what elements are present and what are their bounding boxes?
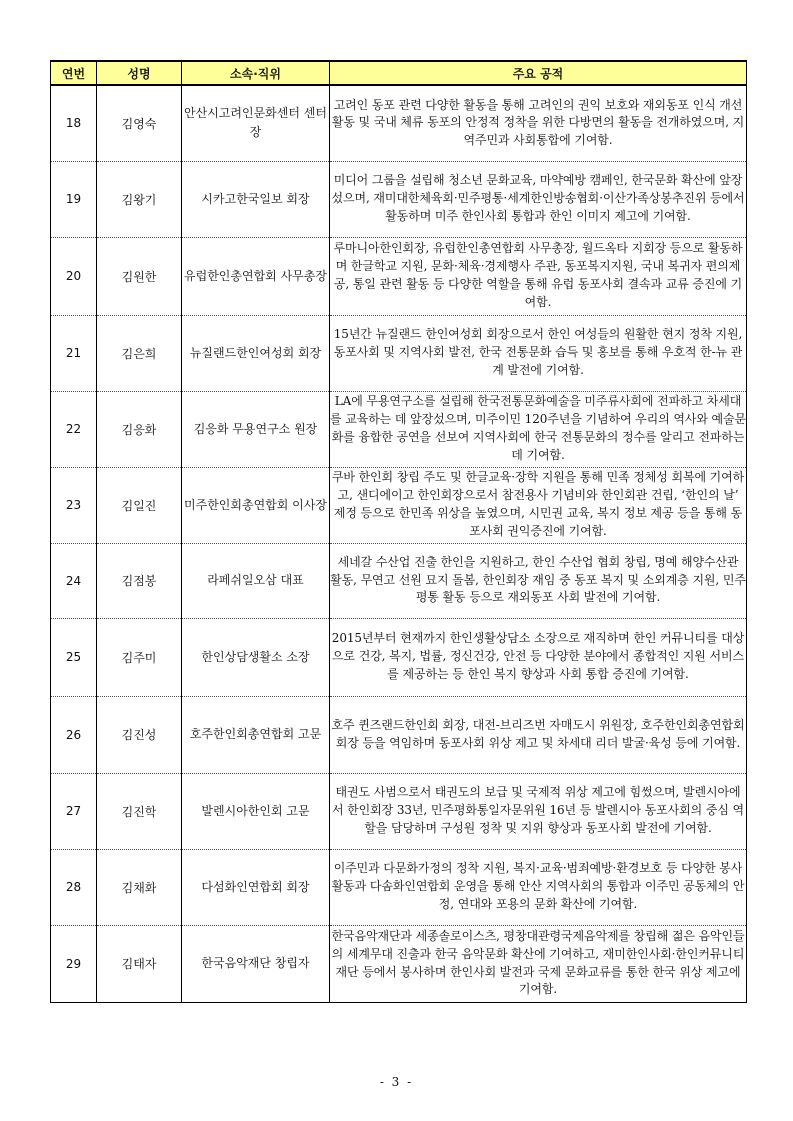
header-name: 성명 [97,61,182,85]
header-num: 연번 [51,61,97,85]
row-num: 29 [51,925,97,1002]
row-achievement: LA에 무용연구소를 설립해 한국전통문화예술을 미주류사회에 전파하고 차세대를 교육하는 데 앞장섰으며, 미주이민 120주년을 기념하여 우리의 역사와 예술문화를 융합한 공연을 선보여 지역사회에 한국 전통문화의 정수를 알리고 전파하는 데 기여함. [330,391,747,467]
row-name: 김채화 [97,849,182,925]
row-affiliation: 호주한인회총연합회 고문 [182,696,330,773]
row-num: 20 [51,237,97,315]
row-num: 22 [51,391,97,467]
row-achievement: 세네갈 수산업 진출 한인을 지원하고, 한인 수산업 협회 창립, 명예 해양수산관 활동, 무연고 선원 묘지 돌봄, 한인회장 재임 중 동포 복지 및 소외계층 지원, 민주 평통 활동 등으로 재외동포 사회 발전에 기여함. [330,543,747,618]
row-achievement: 쿠바 한인회 창립 주도 및 한글교육·장학 지원을 통해 민족 정체성 회복에 기여하고, 샌디에이고 한인회장으로서 참전용사 기념비와 한인회관 건립, ‘한인의 날’ 제정 등으로 한민족 위상을 높였으며, 시민권 교육, 복지 정보 제공 등을 통해 동포사회 권익증진에 기여함. [330,467,747,543]
row-achievement: 호주 퀸즈랜드한인회 회장, 대전-브리즈번 자매도시 위원장, 호주한인회총연합회 회장 등을 역임하며 동포사회 위상 제고 및 차세대 리더 발굴·육성 등에 기여함. [330,696,747,773]
table-row [51,618,747,696]
row-name: 김주미 [97,618,182,696]
header-achievement: 주요 공적 [330,61,747,85]
row-affiliation: 김응화 무용연구소 원장 [182,391,330,467]
row-affiliation: 다섬화인연합회 회장 [182,849,330,925]
row-achievement: 한국음악재단과 세종솔로이스츠, 평창대관령국제음악제를 창립해 젊은 음악인들의 세계무대 진출과 한국 음악문화 확산에 기여하고, 재미한인사회·한인커뮤니티재단 등에서 봉사하며 한인사회 발전과 국제 문화교류를 통한 한국 위상 제고에 기여함. [330,925,747,1002]
row-name: 김점봉 [97,543,182,618]
table-row [51,773,747,849]
table-row [51,237,747,315]
row-num: 23 [51,467,97,543]
row-affiliation: 유럽한인총연합회 사무총장 [182,237,330,315]
row-achievement: 미디어 그룹을 설립해 청소년 문화교육, 마약예방 캠페인, 한국문화 확산에 앞장섰으며, 재미대한체육회·민주평통·세계한인방송협회·이산가족상봉추진위 등에서 활동하며 미주 한인사회 통합과 한인 이미지 제고에 기여함. [330,161,747,237]
row-name: 김왕기 [97,161,182,237]
header-affiliation: 소속·직위 [182,61,330,85]
row-affiliation: 시카고한국일보 회장 [182,161,330,237]
row-achievement: 2015년부터 현재까지 한인생활상담소 소장으로 재직하며 한인 커뮤니티를 대상으로 건강, 복지, 법률, 정신건강, 안전 등 다양한 분야에서 종합적인 지원 서비스를 제공하는 등 한인 복지 향상과 사회 통합 증진에 기여함. [330,618,747,696]
row-num: 25 [51,618,97,696]
row-affiliation: 뉴질랜드한인여성회 회장 [182,315,330,391]
table-row [51,161,747,237]
row-affiliation: 한국음악재단 창립자 [182,925,330,1002]
row-affiliation: 미주한인회총연합회 이사장 [182,467,330,543]
row-name: 김원한 [97,237,182,315]
row-name: 김태자 [97,925,182,1002]
row-affiliation: 한인상담생활소 소장 [182,618,330,696]
row-affiliation: 발렌시아한인회 고문 [182,773,330,849]
row-name: 김응화 [97,391,182,467]
table-row [51,849,747,925]
row-name: 김일진 [97,467,182,543]
table-row [51,543,747,618]
row-num: 21 [51,315,97,391]
awardee-table [50,60,747,1003]
page-number: - 3 - [379,1075,414,1089]
row-name: 김은희 [97,315,182,391]
row-num: 19 [51,161,97,237]
row-num: 26 [51,696,97,773]
row-num: 28 [51,849,97,925]
row-achievement: 고려인 동포 관련 다양한 활동을 통해 고려인의 권익 보호와 재외동포 인식 개선 활동 및 국내 체류 동포의 안정적 정착을 위한 다방면의 활동을 전개하였으며, 지역주민과 사회통합에 기여함. [330,85,747,161]
row-affiliation: 안산시고려인문화센터 센터장 [182,85,330,161]
table-row [51,315,747,391]
table-row [51,925,747,1002]
table-row [51,696,747,773]
row-num: 18 [51,85,97,161]
table-row [51,391,747,467]
row-affiliation: 라페쉬일오삼 대표 [182,543,330,618]
table-header-row [51,61,747,85]
row-achievement: 루마니아한인회장, 유럽한인총연합회 사무총장, 월드옥타 지회장 등으로 활동하며 한글학교 지원, 문화·체육·경제행사 주관, 동포복지지원, 국내 복귀자 편의제공, 통일 관련 활동 등 다양한 역할을 통해 유럽 동포사회 결속과 교류 증진에 기여함. [330,237,747,315]
row-name: 김진성 [97,696,182,773]
row-achievement: 태권도 사범으로서 태권도의 보급 및 국제적 위상 제고에 힘썼으며, 발렌시아에서 한인회장 33년, 민주평화통일자문위원 16년 등 발렌시아 동포사회의 중심 역할을 담당하며 구성원 정착 및 지위 향상과 동포사회 발전에 기여함. [330,773,747,849]
row-name: 김영숙 [97,85,182,161]
row-achievement: 이주민과 다문화가정의 정착 지원, 복지·교육·범죄예방·환경보호 등 다양한 봉사활동과 다솜화인연합회 운영을 통해 안산 지역사회의 통합과 이주민 공동체의 안정, 연대와 포용의 문화 확산에 기여함. [330,849,747,925]
row-num: 27 [51,773,97,849]
row-num: 24 [51,543,97,618]
table-row [51,85,747,161]
row-name: 김진학 [97,773,182,849]
row-achievement: 15년간 뉴질랜드 한인여성회 회장으로서 한인 여성들의 원활한 현지 정착 지원, 동포사회 및 지역사회 발전, 한국 전통문화 습득 및 홍보를 통해 우호적 한-뉴 관계 발전에 기여함. [330,315,747,391]
table-row [51,467,747,543]
